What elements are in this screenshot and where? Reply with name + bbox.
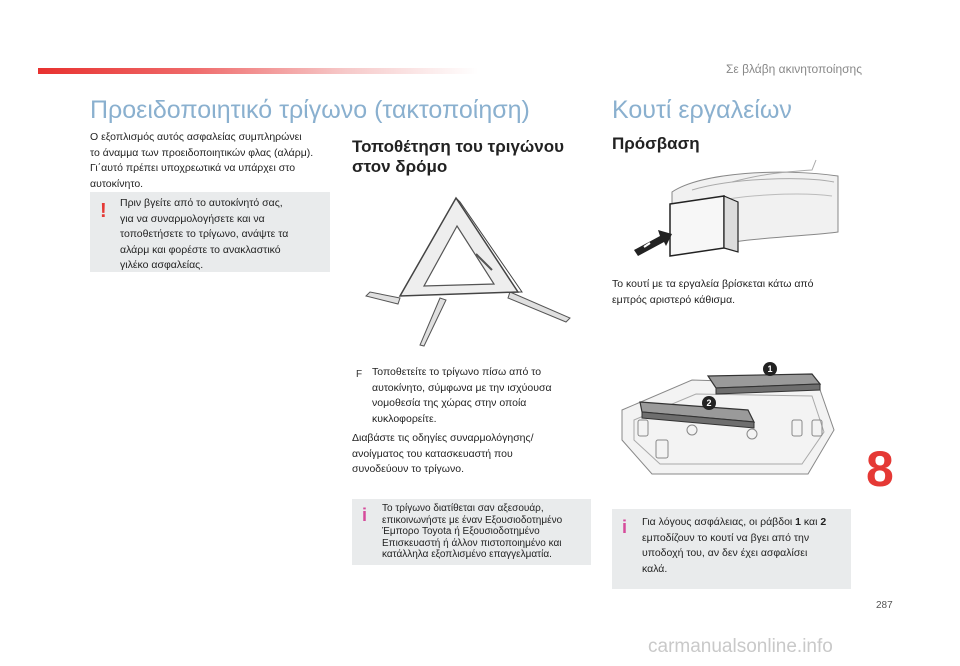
warning-box xyxy=(90,192,330,272)
callout-1: 1 xyxy=(763,362,777,376)
toolbox-bars-illustration xyxy=(612,360,842,478)
info-icon: i xyxy=(362,505,368,525)
accessory-info-text: Το τρίγωνο διατίθεται σαν αξεσουάρ, επικοινωνήστε με έναν Εξουσιοδοτημένο Έμπορο Toyota ή Εξουσιοδοτημένο Επισκευαστή ή άλλον πιστοποιημένο και κατάλληλα εξοπλισμένο επαγγελματία. xyxy=(382,503,563,560)
triangle-storage-title: Προειδοποιητικό τρίγωνο (τακτοποίηση) xyxy=(90,96,530,124)
toolbox-title: Κουτί εργαλείων xyxy=(612,96,792,124)
warning-icon: ! xyxy=(100,200,107,222)
chapter-number: 8 xyxy=(866,441,894,497)
assembly-instructions-text: Διαβάστε τις οδηγίες συναρμολόγησης/ ανοίγματος του κατασκευαστή που συνοδεύουν το τρίγωνο. xyxy=(352,432,534,475)
chapter-header-title: Σε βλάβη ακινητοποίησης xyxy=(725,62,862,76)
watermark: carmanualsonline.info xyxy=(648,636,833,657)
bullet-marker: F xyxy=(356,369,363,380)
seat-toolbox-illustration xyxy=(612,152,852,268)
warning-triangle-illustration xyxy=(360,180,580,350)
page-number: 287 xyxy=(876,600,893,611)
info-icon: i xyxy=(622,517,628,537)
safety-info-box xyxy=(612,509,851,589)
toolbox-location-text: Το κουτί με τα εργαλεία βρίσκεται κάτω από εμπρός αριστερό κάθισμα. xyxy=(612,278,814,306)
warning-text: Πριν βγείτε από το αυτοκίνητό σας, για να συναρμολογήσετε και να τοποθετήσετε το τρίγωνο, ανάψτε τα αλάρμ και φορέστε το ανακλαστικό γιλέκο ασφαλείας. xyxy=(120,197,289,271)
placement-subtitle: Τοποθέτηση του τριγώνου στον δρόμο xyxy=(352,137,565,176)
triangle-intro-text: Ο εξοπλισμός αυτός ασφαλείας συμπληρώνει το άναμμα των προειδοποιητικών φλας (αλάρμ). Γι΄αυτό πρέπει υποχρεωτικά να υπάρχει στο αυτοκίνητο. xyxy=(90,131,314,190)
callout-2: 2 xyxy=(702,396,716,410)
header-accent-bar xyxy=(38,68,478,74)
placement-bullet-text: Τοποθετείτε το τρίγωνο πίσω από το αυτοκίνητο, σύμφωνα με την ισχύουσα νομοθεσία της χώρας στην οποία κυκλοφορείτε. xyxy=(372,366,552,425)
access-subtitle: Πρόσβαση xyxy=(612,134,700,153)
safety-info-text: Για λόγους ασφάλειας, οι ράβδοι 1 και 2 εμποδίζουν το κουτί να βγει από την υποδοχή του, αν δεν έχει ασφαλίσει καλά. xyxy=(642,516,827,575)
accessory-info-box xyxy=(352,499,591,565)
